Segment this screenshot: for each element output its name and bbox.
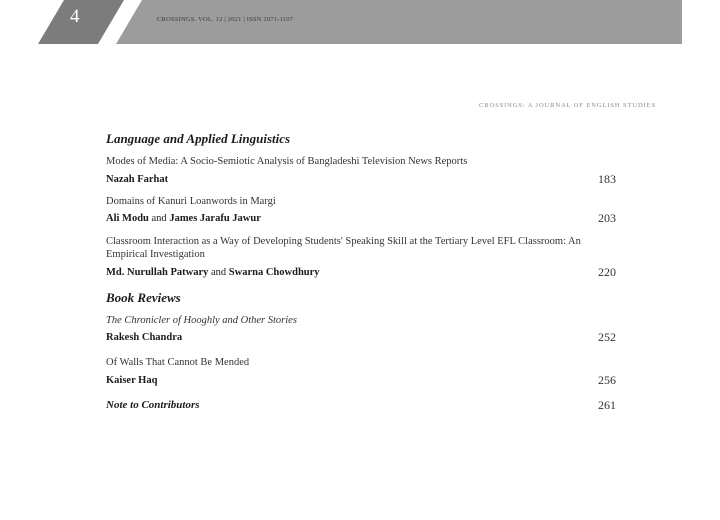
review-title: The Chronicler of Hooghly and Other Stories [106, 315, 297, 326]
article-title: Domains of Kanuri Loanwords in Margi [106, 196, 276, 207]
author-name: Rakesh Chandra [106, 332, 183, 343]
author-name: Swarna Chowdhury [228, 267, 320, 278]
header-banner-shape [0, 0, 720, 46]
review-authors [106, 375, 157, 386]
note-to-contributors: Note to Contributors [106, 399, 200, 411]
author-name: Kaiser Haq [106, 375, 158, 386]
article-authors [106, 174, 168, 185]
page-number: 4 [70, 6, 80, 27]
review-title: Of Walls That Cannot Be Mended [106, 357, 250, 368]
note-page-number: 261 [598, 398, 616, 412]
author-joiner: and [211, 267, 229, 278]
article-authors [106, 267, 320, 278]
section-title-book-reviews: Book Reviews [106, 290, 181, 305]
author-name: Md. Nurullah Patwary [106, 267, 209, 278]
author-name: Ali Modu [106, 213, 149, 224]
review-page-number: 256 [598, 373, 616, 387]
review-page-number: 252 [598, 330, 616, 344]
article-page-number: 203 [598, 211, 616, 225]
article-title: Modes of Media: A Socio-Semiotic Analysis of Bangladeshi Television News Reports [106, 156, 468, 167]
article-title: Classroom Interaction as a Way of Developing Students' Speaking Skill at the Tertiary Level EFL Classroom: An Empirical Investigation [106, 236, 581, 260]
header-bar [0, 0, 720, 46]
article-page-number: 183 [598, 172, 616, 186]
review-authors [106, 332, 182, 343]
author-name: Nazah Farhat [106, 174, 169, 185]
section-title-language: Language and Applied Linguistics [106, 131, 291, 146]
author-joiner: and [151, 213, 170, 224]
article-authors [106, 213, 261, 224]
article-page-number: 220 [598, 265, 616, 279]
author-name: James Jarafu Jawur [169, 213, 261, 224]
journal-info: CROSSINGS. VOL. 12 | 2021 | ISSN 2071-1107 [157, 16, 294, 23]
running-head: CROSSINGS: A JOURNAL OF ENGLISH STUDIES [479, 102, 656, 109]
